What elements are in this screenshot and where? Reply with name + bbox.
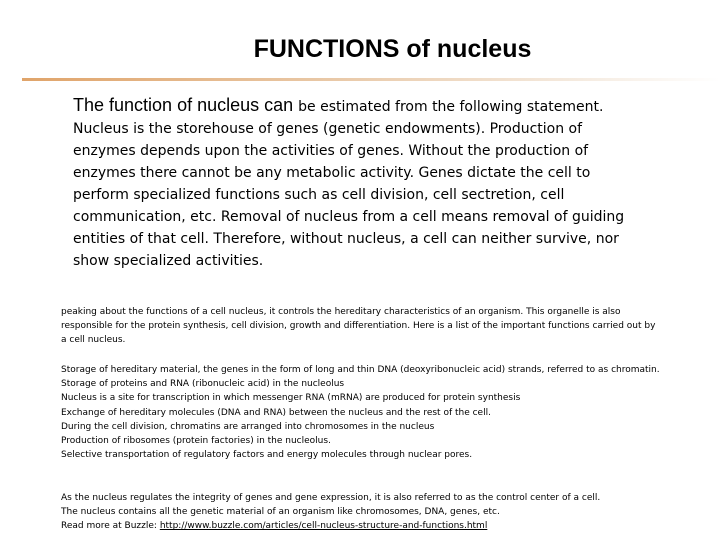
list-item: Nucleus is a site for transcription in which messenger RNA (mRNA) are produced for protein synthesis bbox=[61, 393, 521, 404]
list-item: Storage of proteins and RNA (ribonucleic acid) in the nucleolus bbox=[61, 379, 345, 390]
closing-paragraph bbox=[61, 491, 661, 534]
intro-rest: be estimated from the following statement. Nucleus is the storehouse of genes (genetic endowments). Production of enzymes depends upon the activities of genes. Without the production of enzymes there cannot be any metabolic activity. Genes dictate the cell to perform specialized functions such as cell division, cell sectretion, cell communication, etc. Removal of nucleus from a cell means removal of guiding entities of that cell. Therefore, without nucleus, a cell can neither survive, nor show specialized activities. bbox=[73, 99, 625, 269]
list-item: During the cell division, chromatins are arranged into chromosomes in the nucleus bbox=[61, 421, 435, 432]
functions-intro-paragraph bbox=[61, 305, 661, 348]
intro-lead: The function of nucleus can bbox=[73, 95, 299, 115]
read-more-line bbox=[61, 519, 661, 533]
list-item: Production of ribosomes (protein factories) in the nucleolus. bbox=[61, 436, 331, 447]
read-more-link[interactable]: http://www.buzzle.com/articles/cell-nucleus-structure-and-functions.html bbox=[159, 521, 488, 532]
closing-line-2: The nucleus contains all the genetic material of an organism like chromosomes, DNA, genes, etc. bbox=[61, 507, 500, 518]
list-item: Exchange of hereditary molecules (DNA and RNA) between the nucleus and the rest of the cell. bbox=[61, 407, 491, 418]
functions-intro-text: peaking about the functions of a cell nucleus, it controls the hereditary characteristics of an organism. This organelle is also responsible for the protein synthesis, cell division, growth and differentiation. Here is a list of the important functions carried out by a cell nucleus. bbox=[61, 307, 656, 346]
closing-line-1: As the nucleus regulates the integrity of genes and gene expression, it is also referred to as the control center of a cell. bbox=[61, 493, 601, 503]
read-more-prefix: Read more at Buzzle: bbox=[61, 521, 160, 532]
page-title: FUNCTIONS of nucleus bbox=[253, 35, 532, 63]
title-divider bbox=[22, 78, 720, 81]
list-item: Storage of hereditary material, the genes in the form of long and thin DNA (deoxyribonucleic acid) strands, referred to as chromatin. bbox=[61, 365, 660, 375]
functions-list bbox=[61, 363, 661, 462]
list-item: Selective transportation of regulatory factors and energy molecules through nuclear pores. bbox=[61, 450, 473, 461]
intro-paragraph bbox=[73, 94, 633, 272]
